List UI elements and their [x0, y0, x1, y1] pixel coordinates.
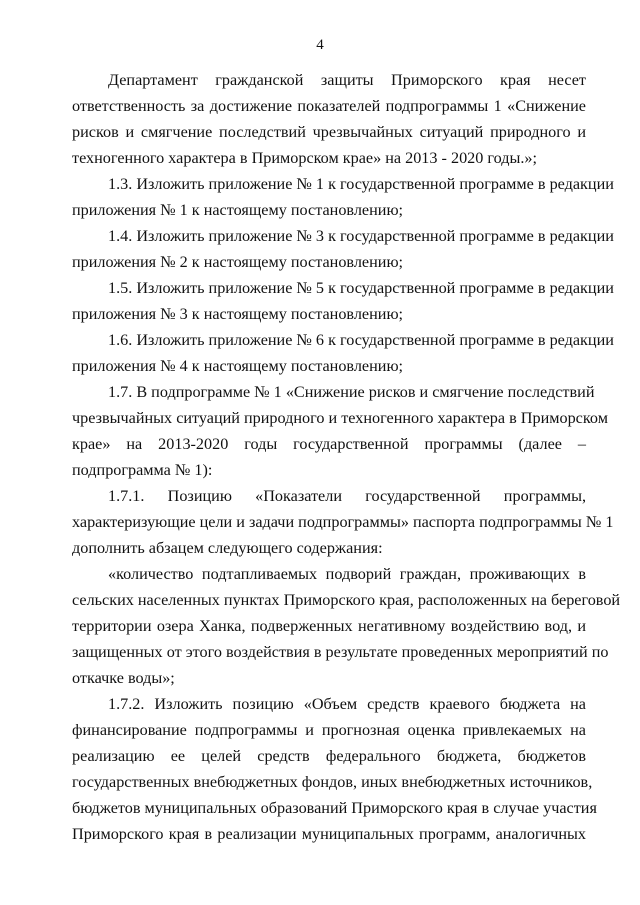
text-line: территории озера Ханка, подверженных негативному воздействию вод, и [72, 617, 586, 635]
paragraph [72, 379, 608, 483]
page-number: 4 [316, 37, 324, 53]
text-line: техногенного характера в Приморском крае» на 2013 - 2020 годы.»; [72, 149, 538, 167]
text-line: Департамент гражданской защиты Приморского края несет [108, 71, 586, 89]
text-line: Приморского края в реализации муниципальных программ, аналогичных [72, 825, 586, 843]
text-line: чрезвычайных ситуаций природного и техногенного характера в Приморском [72, 409, 608, 427]
text-line: 1.7.1. Позицию «Показатели государственной программы, [108, 487, 586, 505]
text-line: ответственность за достижение показателей подпрограммы 1 «Снижение [72, 97, 586, 115]
text-line: приложения № 2 к настоящему постановлению; [72, 253, 404, 271]
text-line: 1.7. В подпрограмме № 1 «Снижение рисков и смягчение последствий [108, 383, 595, 401]
text-line: защищенных от этого воздействия в результате проведенных мероприятий по [72, 643, 609, 661]
text-line: приложения № 3 к настоящему постановлению; [72, 305, 404, 323]
document-body [72, 67, 621, 847]
paragraph [72, 327, 614, 379]
paragraph [72, 171, 614, 223]
text-line: дополнить абзацем следующего содержания: [72, 539, 383, 557]
text-line: рисков и смягчение последствий чрезвычайных ситуаций природного и [72, 123, 586, 141]
text-line: 1.3. Изложить приложение № 1 к государственной программе в редакции [108, 175, 614, 193]
text-line: государственных внебюджетных фондов, иных внебюджетных источников, [72, 773, 593, 791]
text-line: реализацию ее целей средств федерального бюджета, бюджетов [72, 747, 586, 765]
paragraph [72, 67, 586, 171]
text-line: 1.5. Изложить приложение № 5 к государственной программе в редакции [108, 279, 614, 297]
text-line: финансирование подпрограммы и прогнозная оценка привлекаемых на [72, 721, 586, 739]
paragraph [72, 483, 614, 561]
text-line: бюджетов муниципальных образований Приморского края в случае участия [72, 799, 597, 817]
text-line: 1.6. Изложить приложение № 6 к государственной программе в редакции [108, 331, 614, 349]
text-line: сельских населенных пунктах Приморского края, расположенных на береговой [72, 591, 621, 609]
text-line: крае» на 2013-2020 годы государственной программы (далее – [72, 435, 586, 453]
text-line: подпрограмма № 1): [72, 461, 213, 479]
paragraph [72, 223, 614, 275]
text-line: «количество подтапливаемых подворий граждан, проживающих в [108, 565, 586, 583]
paragraph [72, 561, 621, 691]
text-line: 1.7.2. Изложить позицию «Объем средств краевого бюджета на [108, 695, 586, 713]
paragraph [72, 275, 614, 327]
text-line: характеризующие цели и задачи подпрограммы» паспорта подпрограммы № 1 [72, 513, 614, 531]
text-line: 1.4. Изложить приложение № 3 к государственной программе в редакции [108, 227, 614, 245]
text-line: откачке воды»; [72, 669, 175, 687]
paragraph [72, 691, 597, 847]
text-line: приложения № 4 к настоящему постановлению; [72, 357, 404, 375]
text-line: приложения № 1 к настоящему постановлению; [72, 201, 404, 219]
